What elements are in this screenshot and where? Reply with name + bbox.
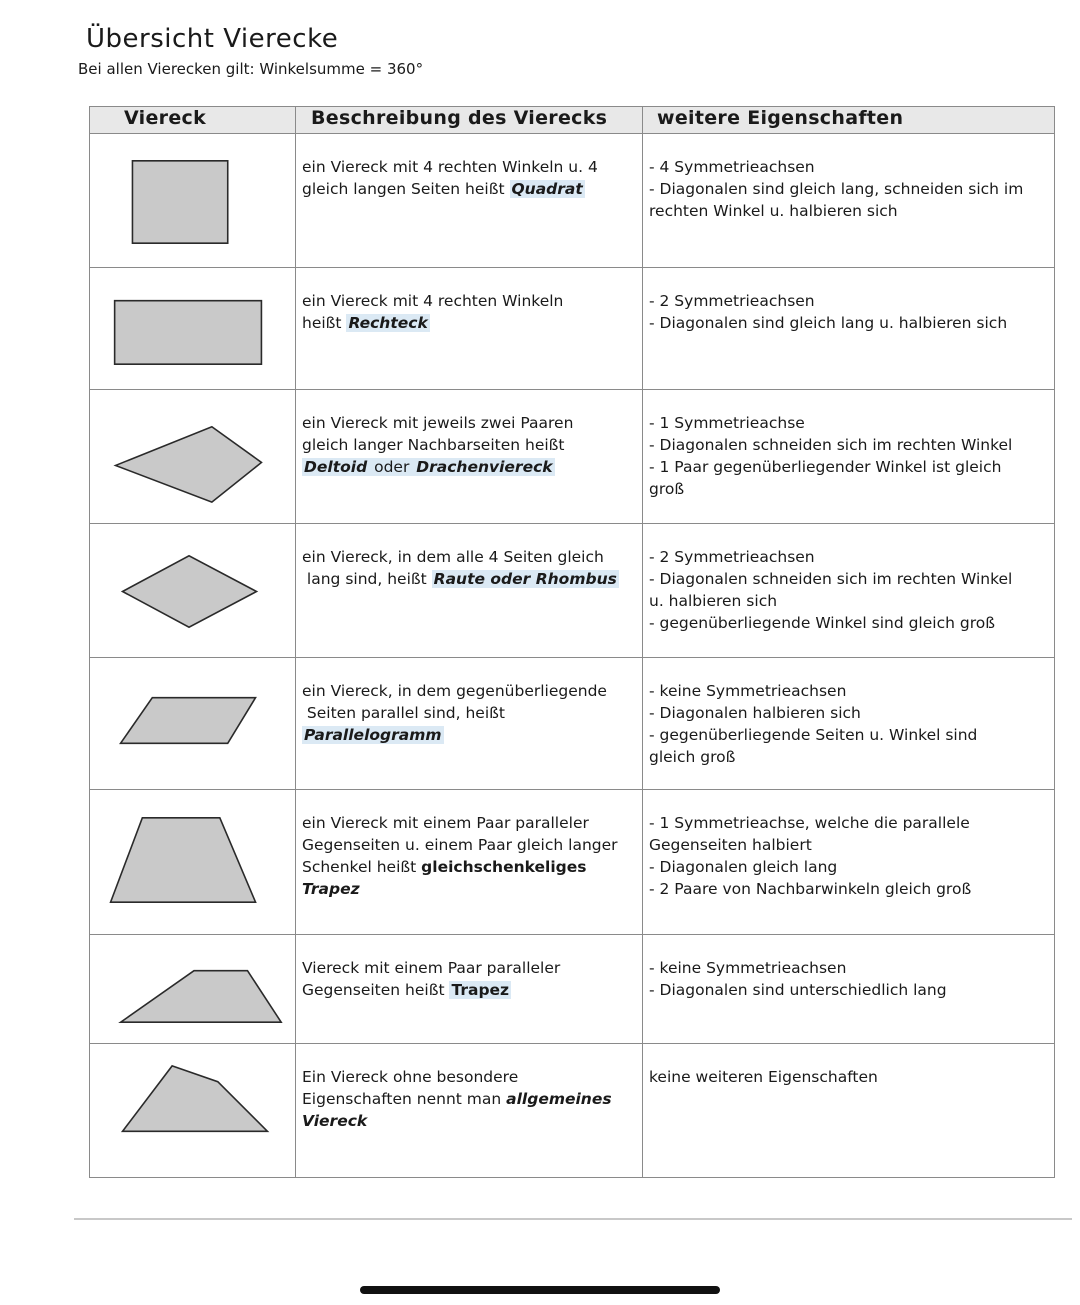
description-cell <box>296 935 643 1044</box>
shape-cell <box>90 1044 296 1178</box>
term-drachenviereck: Drachenviereck <box>416 458 553 476</box>
property-line: - Diagonalen schneiden sich im rechten Winkel <box>649 436 1013 454</box>
description-line <box>302 178 636 200</box>
property-line: - Diagonalen sind unterschiedlich lang <box>649 981 947 999</box>
description-line <box>302 680 636 702</box>
description-text: Schenkel heißt <box>302 858 422 876</box>
description-line <box>302 456 636 478</box>
shape-cell <box>90 390 296 524</box>
description-line <box>302 412 636 434</box>
description-text: Gegenseiten u. einem Paar gleich langer <box>302 836 618 854</box>
description-text: ein Viereck, in dem gegenüberliegende <box>302 682 607 700</box>
page-subtitle: Bei allen Vierecken gilt: Winkelsumme = 360° <box>78 60 424 78</box>
description-cell <box>296 524 643 658</box>
description-cell <box>296 1044 643 1178</box>
rectangle-figure <box>90 268 295 389</box>
property-line: - 2 Symmetrieachsen <box>649 548 815 566</box>
description-text: Gegenseiten heißt <box>302 981 450 999</box>
isosceles-trapezoid-figure <box>90 790 295 934</box>
square-shape <box>132 161 227 243</box>
shape-cell <box>90 268 296 390</box>
table-row-square <box>90 134 1055 268</box>
property-line: - gegenüberliegende Winkel sind gleich groß <box>649 614 995 632</box>
description-line <box>302 312 636 334</box>
term-parallelogramm: Parallelogramm <box>304 726 442 744</box>
shape-cell <box>90 935 296 1044</box>
description-line <box>302 290 636 312</box>
description-text: ein Viereck mit 4 rechten Winkeln u. 4 <box>302 158 598 176</box>
table-row-isosceles-trapezoid <box>90 790 1055 935</box>
description-text: Eigenschaften nennt man <box>302 1090 507 1108</box>
description-cell <box>296 268 643 390</box>
isosceles-trapezoid-shape <box>111 818 256 902</box>
property-line: - 4 Symmetrieachsen <box>649 158 815 176</box>
description-line <box>302 568 636 590</box>
properties-cell <box>643 390 1055 524</box>
description-line <box>302 957 636 979</box>
description-line <box>302 878 636 900</box>
description-text: oder <box>369 458 415 476</box>
description-cell <box>296 790 643 935</box>
properties-cell <box>643 935 1055 1044</box>
header-properties: weitere Eigenschaften <box>643 107 1055 134</box>
description-text: heißt <box>302 314 347 332</box>
quadrilateral-table <box>89 106 1055 1178</box>
description-cell <box>296 134 643 268</box>
description-text: ein Viereck mit jeweils zwei Paaren <box>302 414 574 432</box>
description-cell <box>296 390 643 524</box>
property-line: - keine Symmetrieachsen <box>649 682 847 700</box>
table-row-parallelogram <box>90 658 1055 790</box>
property-line: - 1 Symmetrieachse <box>649 414 805 432</box>
term-quadrat: Quadrat <box>511 180 583 198</box>
shape-cell <box>90 134 296 268</box>
property-line: - keine Symmetrieachsen <box>649 959 847 977</box>
description-text: gleich langen Seiten heißt <box>302 180 510 198</box>
term-allgemeines: allgemeines <box>506 1090 612 1108</box>
rectangle-shape <box>115 301 262 364</box>
term-trapez: Trapez <box>451 981 510 999</box>
description-line <box>302 834 636 856</box>
description-line <box>302 812 636 834</box>
square-figure <box>90 134 295 267</box>
property-line: - Diagonalen gleich lang <box>649 858 838 876</box>
description-text: ein Viereck mit einem Paar paralleler <box>302 814 589 832</box>
description-line <box>302 979 636 1001</box>
term-raute-rhombus: Raute oder Rhombus <box>433 570 617 588</box>
description-line <box>302 434 636 456</box>
property-line: - Diagonalen halbieren sich <box>649 704 861 722</box>
rhombus-figure <box>90 524 295 657</box>
header-description: Beschreibung des Vierecks <box>296 107 643 134</box>
property-line: - 1 Paar gegenüberliegender Winkel ist gleich <box>649 458 1002 476</box>
property-line: - 1 Symmetrieachse, welche die parallele <box>649 814 970 832</box>
description-line <box>302 546 636 568</box>
term-viereck: Viereck <box>302 1112 368 1130</box>
property-line: - Diagonalen sind gleich lang u. halbieren sich <box>649 314 1008 332</box>
kite-shape <box>116 427 262 502</box>
property-line: gleich groß <box>649 748 736 766</box>
description-text: Ein Viereck ohne besondere <box>302 1068 519 1086</box>
shape-cell <box>90 524 296 658</box>
description-line <box>302 724 636 746</box>
properties-cell <box>643 1044 1055 1178</box>
table-row-rectangle <box>90 268 1055 390</box>
property-line: Gegenseiten halbiert <box>649 836 812 854</box>
description-text: Seiten parallel sind, heißt <box>302 704 505 722</box>
table-row-rhombus <box>90 524 1055 658</box>
trapezoid-figure <box>90 935 295 1043</box>
description-cell <box>296 658 643 790</box>
parallelogram-figure <box>90 658 295 789</box>
property-line: - Diagonalen schneiden sich im rechten Winkel <box>649 570 1013 588</box>
shape-cell <box>90 790 296 935</box>
properties-cell <box>643 524 1055 658</box>
trapezoid-shape <box>121 971 282 1023</box>
description-text: lang sind, heißt <box>302 570 432 588</box>
bottom-divider <box>74 1218 1072 1220</box>
properties-cell <box>643 658 1055 790</box>
term-rechteck: Rechteck <box>348 314 428 332</box>
property-line: - gegenüberliegende Seiten u. Winkel sind <box>649 726 978 744</box>
term-deltoid: Deltoid <box>304 458 368 476</box>
description-text: ein Viereck mit 4 rechten Winkeln <box>302 292 564 310</box>
parallelogram-shape <box>121 698 256 744</box>
property-line: - 2 Paare von Nachbarwinkeln gleich groß <box>649 880 972 898</box>
property-line: - Diagonalen sind gleich lang, schneiden sich im <box>649 180 1024 198</box>
kite-figure <box>90 390 295 523</box>
properties-cell <box>643 134 1055 268</box>
description-text: Viereck mit einem Paar paralleler <box>302 959 561 977</box>
table-row-trapezoid <box>90 935 1055 1044</box>
term-trapez: Trapez <box>302 880 360 898</box>
properties-cell <box>643 790 1055 935</box>
general-quadrilateral-figure <box>90 1044 295 1177</box>
description-line <box>302 702 636 724</box>
description-line <box>302 1088 636 1110</box>
table-header-row <box>90 107 1055 134</box>
shape-cell <box>90 658 296 790</box>
property-line: - 2 Symmetrieachsen <box>649 292 815 310</box>
properties-cell <box>643 268 1055 390</box>
property-line: u. halbieren sich <box>649 592 778 610</box>
general-quadrilateral-shape <box>123 1066 268 1132</box>
table-row-kite <box>90 390 1055 524</box>
rhombus-shape <box>123 556 257 627</box>
description-line <box>302 1110 636 1132</box>
property-line: groß <box>649 480 685 498</box>
description-line <box>302 856 636 878</box>
home-indicator[interactable] <box>360 1286 720 1294</box>
description-line <box>302 1066 636 1088</box>
term-gleichschenkeliges: gleichschenkeliges <box>421 858 587 876</box>
header-shape: Viereck <box>90 107 296 134</box>
description-line <box>302 156 636 178</box>
page-title: Übersicht Vierecke <box>86 24 339 54</box>
property-line: keine weiteren Eigenschaften <box>649 1068 878 1086</box>
property-line: rechten Winkel u. halbieren sich <box>649 202 898 220</box>
description-text: ein Viereck, in dem alle 4 Seiten gleich <box>302 548 604 566</box>
description-text: gleich langer Nachbarseiten heißt <box>302 436 565 454</box>
table-row-general-quadrilateral <box>90 1044 1055 1178</box>
